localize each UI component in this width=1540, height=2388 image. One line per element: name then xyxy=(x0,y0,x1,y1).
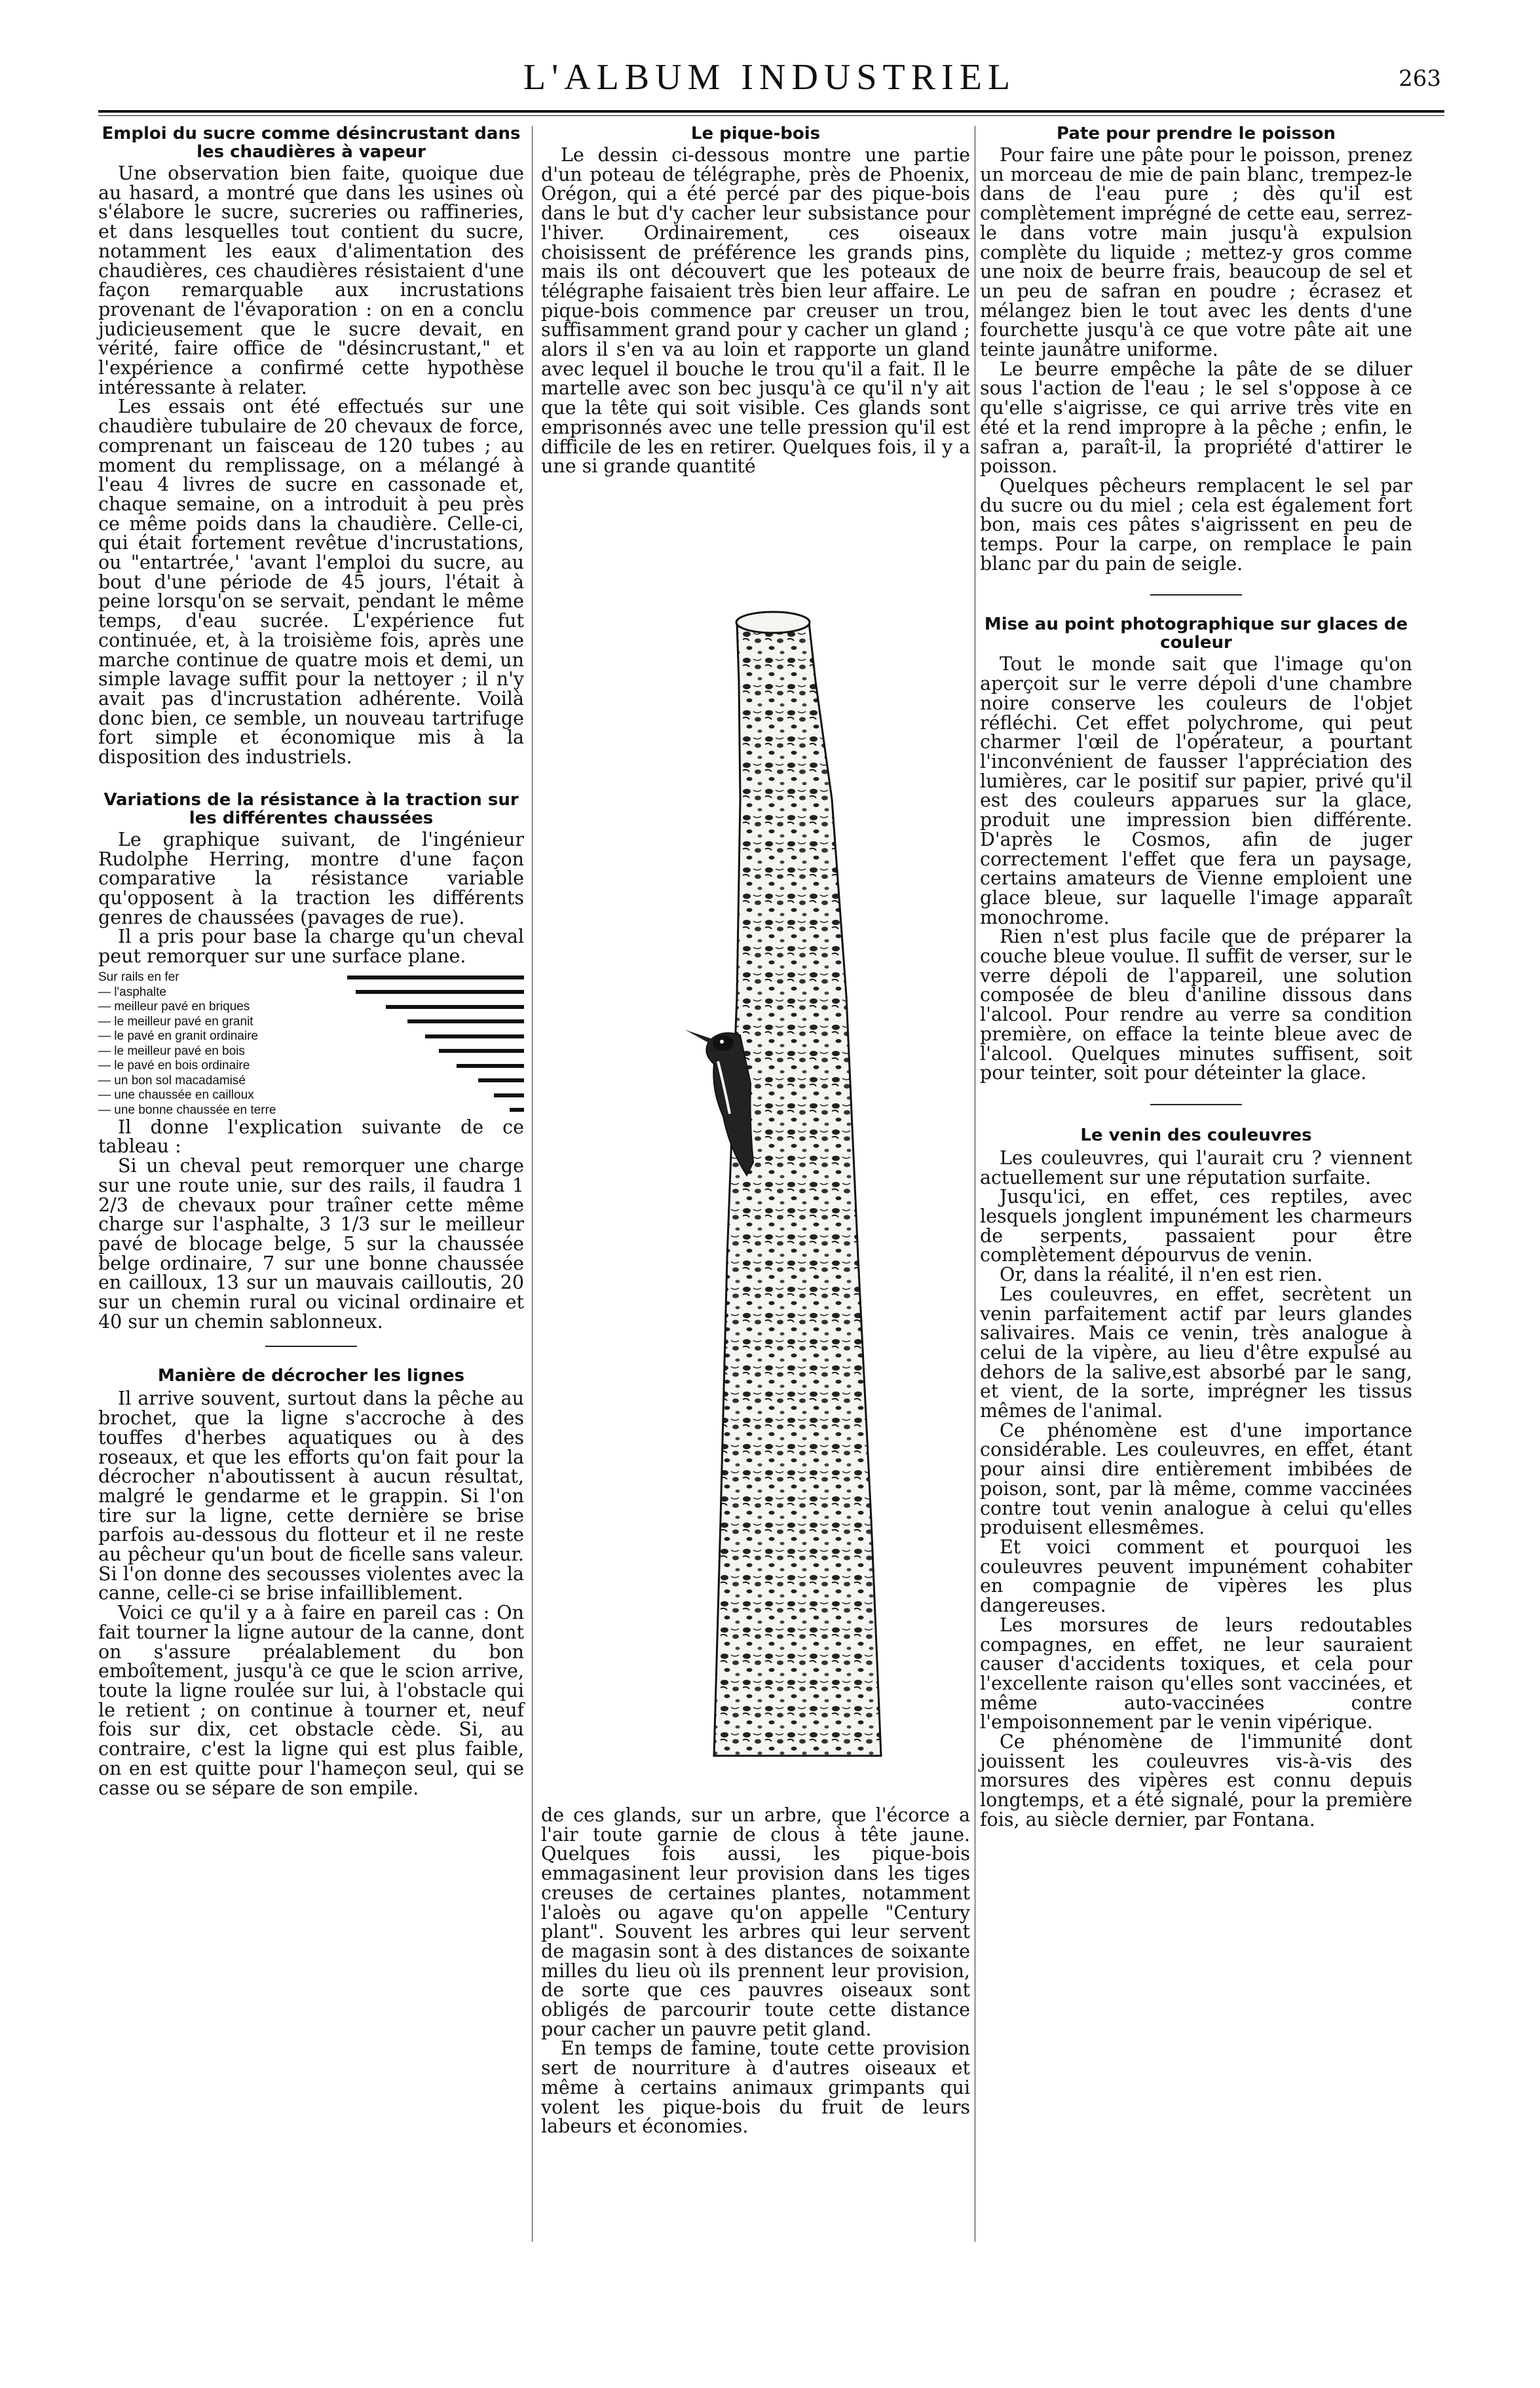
chart-category-label: — meilleur pavé en briques xyxy=(98,1000,250,1014)
chart-bar xyxy=(478,1078,524,1082)
paragraph: Pour faire une pâte pour le poisson, prenez un morceau de mie de pain blanc, trempez-le dans de l'eau pure ; dès qu'il est complètement imprégné de cette eau, serrez-le dans votre main jusqu'à expulsion complète du liquide ; mettez-y gros comme une noix de beurre frais, beaucoup de sel et un peu de safran en poudre ; écrasez et mélangez bien le tout avec les dents d'une fourchette jusqu'à ce que votre pâte ait une teinte jaunâtre uniforme. xyxy=(980,144,1412,361)
article-title: Variations de la résistance à la traction sur les différentes chaussées xyxy=(103,789,519,828)
chart-bar xyxy=(425,1034,524,1038)
paragraph: Une observation bien faite, quoique due au hasard, a montré que dans les usines où s'élabore le sucre, sucreries ou raffineries, et dans lesquelles tout contient du sucre, notamment les eaux d'alimentation des chaudières, ces chaudières résistaient d'une façon remarquable aux incrustations provenant de l'évaporation : on en a conclu judicieusement que le sucre devait, en vérité, faire office de "désincrustant," et l'expérience a confirmé cette hypothèse intéressante à relater. xyxy=(98,162,524,398)
paragraph: Les morsures de leurs redoutables compagnes, en effet, ne leur sauraient causer d'accidents toxiques, et cela pour l'excellente raison qu'elles sont vaccinées, et même auto-vaccinées contre l'empoisonnement par le venin vipérique. xyxy=(980,1614,1412,1734)
paragraph: Les couleuvres, en effet, secrètent un venin parfaitement actif par leurs glandes salivaires. Mais ce venin, très analogue à celui de la vipère, au lieu d'être expulsé au dehors de la salive,est absorbé par le sang, et vient, de la sorte, imprégner les tissus mêmes de l'animal. xyxy=(980,1283,1412,1422)
paragraph: Les essais ont été effectués sur une chaudière tubulaire de 20 chevaux de force, comprenant un faisceau de 120 tubes ; au moment du remplissage, on a mélangé à l'eau 4 livres de sucre en cassonade et, chaque semaine, on a introduit à peu près ce même poids dans la chaudière. Celle-ci, qui était fortement revêtue d'incrustations, ou "entartrée,' 'avant l'emploi du sucre, au bout d'une période de 45 jours, l'était à peine lorsqu'on se servait, pendant le même temps, d'eau sucrée. L'expérience fut continuée, et, à la troisième fois, après une marche continue de quatre mois et demi, un simple lavage suffit pour la nettoyer ; il n'y avait pas d'incrustation adhérente. Voilà donc bien, ce semble, un nouveau tartrifuge fort simple et économique mis à la disposition des industriels. xyxy=(98,396,524,768)
chart-category-label: — l'asphalte xyxy=(98,985,166,999)
woodpecker-pole-illustration xyxy=(675,603,911,1769)
chart-row xyxy=(98,1103,524,1118)
journal-title: L'ALBUM INDUSTRIEL xyxy=(523,57,1017,98)
article-title: Emploi du sucre comme désincrustant dans les chaudières à vapeur xyxy=(102,124,521,162)
paragraph: Il donne l'explication suivante de ce tableau : xyxy=(98,1116,524,1158)
article-title: Manière de décrocher les lignes xyxy=(157,1366,465,1386)
column-2 xyxy=(541,124,970,476)
chart-bar xyxy=(510,1108,524,1112)
article-ligne xyxy=(98,1367,524,1798)
paragraph: Rien n'est plus facile que de préparer la couche bleue voulue. Il suffit de verser, sur le verre dépoli de l'appareil, une solution composée de bleu d'aniline dissous dans l'alcool. Pour rendre au verre sa condition première, on efface la teinte bleue avec de l'alcool. Quelques minutes suffisent, soit pour teinter, soit pour déteinter la glace. xyxy=(980,926,1412,1084)
chart-bar xyxy=(356,990,524,994)
article-venin xyxy=(980,1126,1412,1830)
article-variations xyxy=(98,791,524,1332)
illustration-svg xyxy=(675,603,911,1769)
article-mise-au-point xyxy=(980,615,1412,1082)
article-piquebois xyxy=(541,124,970,476)
paragraph: Le dessin ci-dessous montre une partie d'un poteau de télégraphe, près de Phoenix, Orégon, qui a été percé par des pique-bois dans le but d'y cacher leur subsistance pour l'hiver. Ordinairement, ces oiseaux choisissent de préférence les grands pins, mais ils ont découvert que les poteaux de télégraphe faisaient très bien leur affaire. Le pique-bois commence par creuser un trou, suffisamment grand pour y cacher un gland ; alors il s'en va au loin et rapporte un gland avec lequel il bouche le trou qu'il a fait. Il le martelle avec son bec jusqu'à ce qu'il n'y ait que la tête qui soit visible. Ces glands sont emprisonnés avec une telle pression qu'il est difficile de les en retirer. Quelques fois, il y a une si grande quantité xyxy=(541,144,970,478)
chart-bar xyxy=(386,1005,524,1009)
header-rule-thin xyxy=(98,115,1444,116)
column-divider xyxy=(532,126,533,2242)
chart-category-label: — le pavé en granit ordinaire xyxy=(98,1029,258,1044)
header-rule xyxy=(98,110,1444,113)
chart-category-label: — le pavé en bois ordinaire xyxy=(98,1059,250,1073)
chart-bar xyxy=(494,1093,524,1097)
paragraph: Le beurre empêche la pâte de se diluer sous l'action de l'eau ; le sel s'oppose à ce qu'elle s'aigrisse, ce qui arrive très vite en été et la rend impropre à la pêche ; enfin, le safran a, paraît-il, la propriété d'attirer le poisson. xyxy=(980,358,1412,478)
chart-category-label: — un bon sol macadamisé xyxy=(98,1073,246,1088)
article-title: Pate pour prendre le poisson xyxy=(1057,124,1336,143)
paragraph: Ce phénomène est d'une importance considérable. Les couleuvres, en effet, étant pour ainsi dire entièrement imbibées de poison, sont, par là même, comme vaccinées contre tout venin analogue à celui qu'elles produisent ellesmêmes. xyxy=(980,1419,1412,1539)
paragraph: Si un cheval peut remorquer une charge sur une route unie, sur des rails, il faudra 1 2/3 de chevaux pour traîner cette même charge sur l'asphalte, 3 1/3 sur le meilleur pavé de blocage belge, 5 sur la chaussée belge ordinaire, 7 sur une bonne chaussée en cailloux, 13 sur un mauvais cailloutis, 20 sur un chemin rural ou vicinal ordinaire et 40 sur un chemin sablonneux. xyxy=(98,1155,524,1333)
paragraph: Ce phénomène de l'immunité dont jouissent les couleuvres vis-à-vis des morsures des vipères est connu depuis longtemps, et a été signalé, pour la première fois, au siècle dernier, par Fontana. xyxy=(980,1731,1412,1830)
article-title: Mise au point photographique sur glaces de couleur xyxy=(984,615,1408,653)
article-pate xyxy=(980,124,1412,573)
chart-category-label: — une bonne chaussée en terre xyxy=(98,1103,276,1117)
page-number: 263 xyxy=(1399,66,1441,92)
woodpecker-figure xyxy=(685,1030,753,1175)
paragraph: Voici ce qu'il y a à faire en pareil cas : On fait tourner la ligne autour de la canne, dont on s'assure préalablement du bon emboîtement, jusqu'à ce que le scion arrive, toute la ligne roulée sur lui, à l'obstacle qui le retient ; on continue à tourner et, neuf fois sur dix, cet obstacle cède. Si, au contraire, c'est la ligne qui est plus faible, on en est quitte pour l'hameçon seul, qui se casse ou se sépare de son empile. xyxy=(98,1602,524,1799)
pole-top xyxy=(736,612,810,633)
article-sucre xyxy=(98,124,524,767)
paragraph: Il a pris pour base la charge qu'un cheval peut remorquer sur une surface plane. xyxy=(98,926,524,968)
chart-category-label: Sur rails en fer xyxy=(98,970,179,985)
paragraph: En temps de famine, toute cette provision sert de nourriture à d'autres oiseaux et même à certains animaux grimpants qui volent les pique-bois du fruit de leurs labeurs et économies. xyxy=(541,2037,970,2138)
paragraph: Et voici comment et pourquoi les couleuvres peuvent impunément cohabiter en compagnie de vipères les plus dangereuses. xyxy=(980,1536,1412,1617)
paragraph: Or, dans la réalité, il n'en est rien. xyxy=(1000,1264,1323,1286)
chart-bar xyxy=(439,1049,524,1053)
article-title: Le venin des couleuvres xyxy=(1080,1125,1312,1145)
paragraph: Le graphique suivant, de l'ingénieur Rudolphe Herring, montre d'une façon comparative la résistance variable qu'opposent à la traction les différents genres de chaussées (pavages de rue). xyxy=(98,828,524,928)
chart-bar xyxy=(457,1064,524,1068)
chart-category-label: — une chaussée en cailloux xyxy=(98,1088,254,1103)
pole-body xyxy=(714,622,881,1756)
column-3 xyxy=(980,124,1412,1830)
paragraph: Il arrive souvent, surtout dans la pêche au brochet, que la ligne s'accroche à des touffes d'herbes aquatiques ou à des roseaux, et que les efforts qu'on fait pour la décrocher n'aboutissent à aucun résultat, malgré le gendarme et le grappin. Si l'on tire sur la ligne, cette dernière se brise parfois au-dessous du flotteur et il ne reste au pêcheur qu'un bout de ficelle sans valeur. Si l'on donne des secousses violentes avec la canne, celle-ci se brise infailliblement. xyxy=(98,1388,524,1604)
paragraph: Quelques pêcheurs remplacent le sel par du sucre ou du miel ; cela est également fort bon, mais ces pâtes s'aigrissent en peu de temps. Pour la carpe, on remplace le pain blanc par du pain de seigle. xyxy=(980,474,1412,575)
paragraph: de ces glands, sur un arbre, que l'écorce a l'air toute garnie de clous à tête jaune. Quelques fois aussi, les pique-bois emmagasinent leur provision dans les tiges creuses de certaines plantes, notamment l'aloès ou agave qu'on appelle "Century plant". Souvent les arbres qui leur servent de magasin sont à des distances de soixante milles du lieu où ils prennent leur provision, de sorte que ces pauvres oiseaux sont obligés de parcourir toute cette distance pour cacher un pauvre petit gland. xyxy=(541,1804,970,2040)
column-1 xyxy=(98,124,524,1798)
chart-bar xyxy=(407,1019,524,1023)
chart-bar xyxy=(347,976,524,979)
paragraph: Jusqu'ici, en effet, ces reptiles, avec lesquels jonglent impunément les charmeurs de serpents, passaient pour être complètement dépourvus de venin. xyxy=(980,1186,1412,1266)
running-head xyxy=(98,56,1441,102)
paragraph: Tout le monde sait que l'image qu'on aperçoit sur le verre dépoli d'une chambre noire conserve les couleurs de l'objet réfléchi. Cet effet polychrome, qui peut charmer l'œil de l'opérateur, a pourtant l'inconvénient de fausser l'appréciation des lumières, car le positif sur papier, privé qu'il est des couleurs apparues sur la glace, produit une impression bien différente. D'après le Cosmos, afin de juger correctement l'effet que fera un paysage, certains amateurs de Vienne emploient une glace bleue, sur laquelle l'image apparaît monochrome. xyxy=(980,653,1412,928)
traction-bar-chart xyxy=(98,970,524,1118)
article-title: Le pique-bois xyxy=(690,124,821,143)
paragraph: Les couleuvres, qui l'aurait cru ? viennent actuellement sur une réputation surfaite. xyxy=(980,1147,1412,1188)
column-2-continuation xyxy=(541,1806,970,2136)
chart-category-label: — le meilleur pavé en granit xyxy=(98,1014,254,1029)
chart-category-label: — le meilleur pavé en bois xyxy=(98,1044,245,1058)
